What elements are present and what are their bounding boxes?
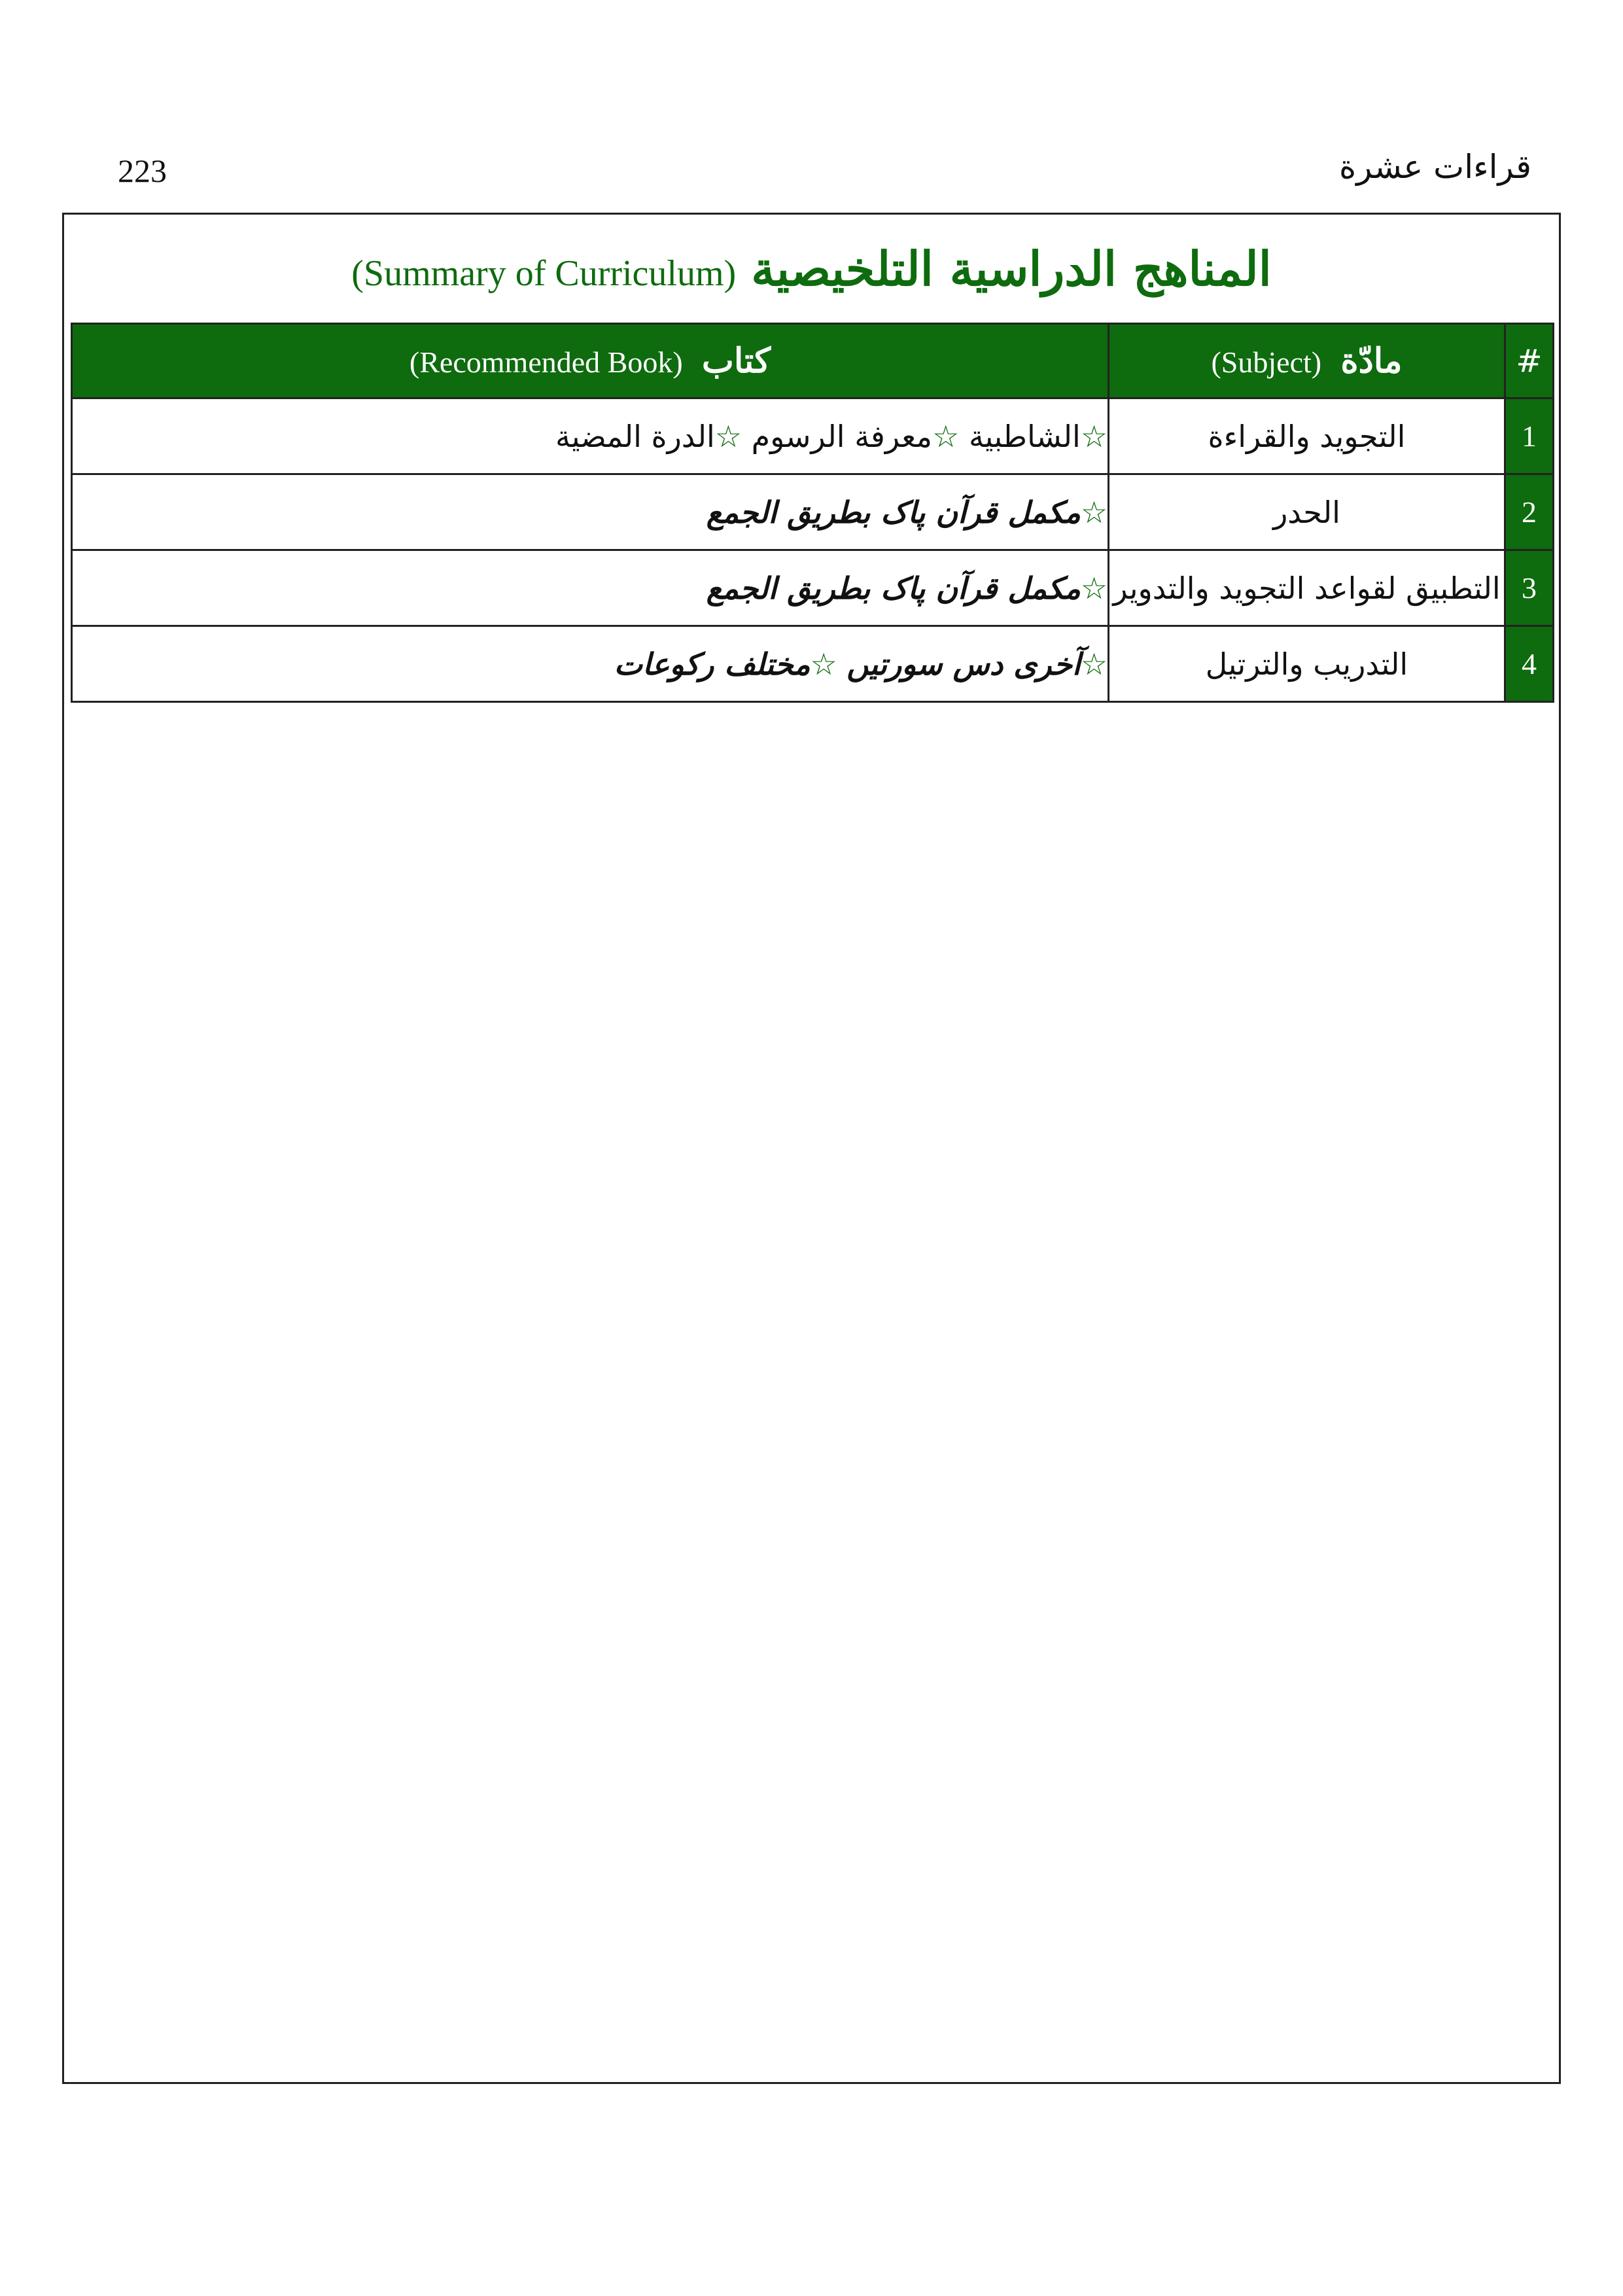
cell-row-number: 4 xyxy=(1505,626,1553,702)
header-book xyxy=(72,324,1109,398)
cell-subject: التدريب والترتيل xyxy=(1109,626,1505,702)
page-title xyxy=(64,241,1559,296)
star-icon: ☆ xyxy=(1080,418,1108,454)
cell-recommended-books xyxy=(72,626,1109,702)
cell-recommended-books xyxy=(72,474,1109,550)
cell-subject: الحدر xyxy=(1109,474,1505,550)
cell-row-number: 3 xyxy=(1505,550,1553,626)
table-header-row xyxy=(72,324,1554,398)
page-number: 223 xyxy=(118,152,167,189)
header-subject-english: (Subject) xyxy=(1211,345,1322,379)
table-row xyxy=(72,474,1554,550)
curriculum-frame xyxy=(62,213,1561,2084)
table-row xyxy=(72,398,1554,474)
header-book-arabic: كتاب xyxy=(701,341,771,381)
star-icon: ☆ xyxy=(932,418,960,454)
cell-recommended-books xyxy=(72,398,1109,474)
header-subject xyxy=(1109,324,1505,398)
book-title: مکمل قرآن پاک بطریق الجمع xyxy=(706,570,1081,606)
curriculum-table xyxy=(71,323,1554,703)
cell-subject: التجويد والقراءة xyxy=(1109,398,1505,474)
star-icon: ☆ xyxy=(1080,494,1108,530)
book-title: الدرة المضية xyxy=(555,418,715,454)
table-row xyxy=(72,626,1554,702)
table-row xyxy=(72,550,1554,626)
header-number: # xyxy=(1505,324,1553,398)
star-icon: ☆ xyxy=(1080,646,1108,682)
book-title: مکمل قرآن پاک بطریق الجمع xyxy=(706,494,1081,530)
book-title: مختلف رکوعات xyxy=(614,646,811,682)
book-title: آخری دس سورتیں xyxy=(846,646,1081,682)
header-book-english: (Recommended Book) xyxy=(409,345,683,379)
running-title: قراءات عشرة xyxy=(1339,148,1531,186)
star-icon: ☆ xyxy=(810,646,837,682)
title-arabic: المناهج الدراسية التلخيصية xyxy=(751,241,1272,296)
title-english: (Summary of Curriculum) xyxy=(351,253,737,294)
cell-subject: التطبيق لقواعد التجويد والتدوير xyxy=(1109,550,1505,626)
cell-recommended-books xyxy=(72,550,1109,626)
header-subject-arabic: مادّة xyxy=(1340,341,1403,381)
star-icon: ☆ xyxy=(1080,570,1108,606)
cell-row-number: 2 xyxy=(1505,474,1553,550)
book-title: الشاطبية xyxy=(968,418,1081,454)
star-icon: ☆ xyxy=(714,418,742,454)
book-title: معرفة الرسوم xyxy=(751,418,933,454)
cell-row-number: 1 xyxy=(1505,398,1553,474)
